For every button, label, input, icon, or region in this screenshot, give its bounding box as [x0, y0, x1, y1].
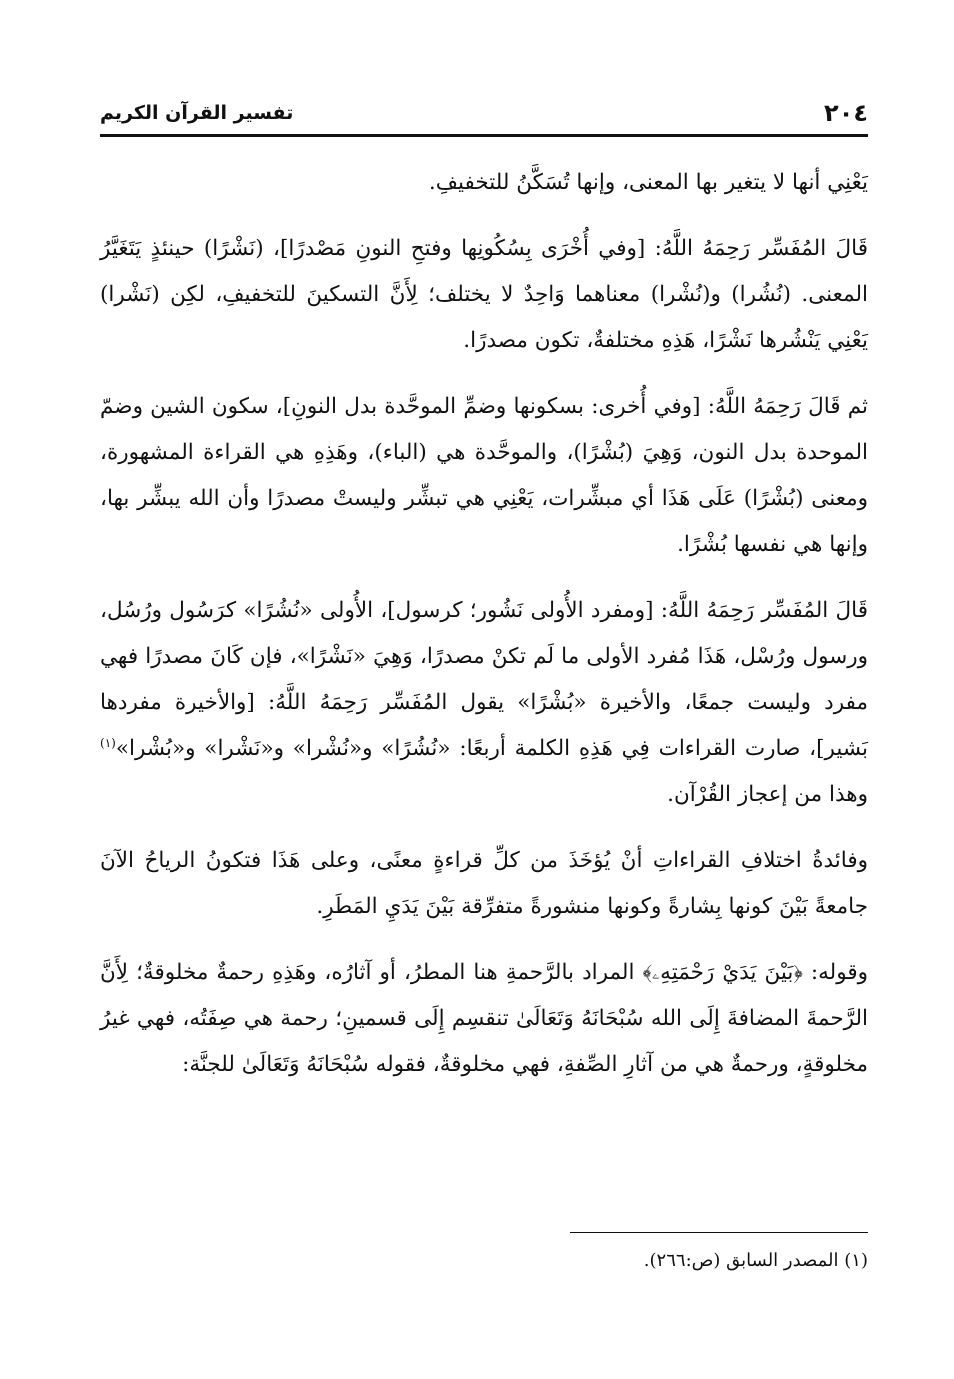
paragraph-6: وقوله: ﴿بَيْنَ يَدَيْ رَحْمَتِهِۦ﴾ المراد بالرَّحمةِ هنا المطرُ، أو آثارُه، وهَذِهِ رحمةٌ مخلوقةٌ؛ لِأَنَّ الرَّحمةَ المضافةَ إِلَى الله سُبْحَانَهُ وَتَعَالَىٰ تنقسِم إِلَى قسمينِ؛ رحمة هي صِفَتُه، فهي غيرُ مخلوقةٍ، ورحمةٌ هي من آثارِ الصِّفةِ، فهي مخلوقةٌ، فقوله سُبْحَانَهُ وَتَعَالَىٰ للجنَّة: [100, 960, 868, 1077]
page-header [100, 98, 868, 134]
footnote-reference[interactable]: (١) [100, 735, 116, 750]
paragraph-3: ثم قَالَ رَحِمَهُ اللَّهُ: [وفي أُخرى: بسكونها وضمِّ الموحَّدة بدل النونِ]، سكون الشين وضمّ الموحدة بدل النون، وَهِيَ (بُشْرًا)، والموحَّدة هي (الباء)، وهَذِهِ هي القراءة المشهورة، ومعنى (بُشْرًا) عَلَى هَذَا أي مبشِّرات، يَعْنِي هي تبشِّر وليستْ مصدرًا وأن الله يبشِّر بها، وإنها هي نفسها بُشْرًا. [100, 394, 868, 557]
page-number: ٢٠٤ [824, 99, 868, 127]
footnote-divider [570, 1232, 868, 1233]
paragraph-1: يَعْنِي أنها لا يتغير بها المعنى، وإنها تُسَكَّنُ للتخفيفِ. [428, 170, 868, 195]
paragraph-4 [100, 588, 868, 818]
footnote: (١) المصدر السابق (ص:٢٦٦). [643, 1250, 868, 1271]
page-body [100, 160, 868, 1108]
paragraph-2: قَالَ المُفَسِّر رَحِمَهُ اللَّهُ: [وفي أُخْرَى بِسُكُونِها وفتحِ النونِ مَصْدرًا]، (نَشْرًا) حينئذٍ يَتَغَيَّرُ المعنى. (نُشُرا) و(نُشْرا) معناهما وَاحِدٌ لا يختلف؛ لِأَنَّ التسكينَ للتخفيفِ، لكِن (نَشْرا) يَعْنِي يَنْشُرها نَشْرًا، هَذِهِ مختلفةٌ، تكون مصدرًا. [100, 236, 868, 353]
book-title: تفسير القرآن الكريم [100, 102, 294, 124]
paragraph-4-text: قَالَ المُفَسِّر رَحِمَهُ اللَّهُ: [ومفرد الأُولى نَشُور؛ كرسول]، الأُولى «نُشُرًا» كرَسُول ورُسُل، ورسول ورُسْل، هَذَا مُفرد الأولى ما لَم تكنْ مصدرًا، وَهِيَ «نَشْرًا»، فإن كَانَ مصدرًا فهي مفرد وليست جمعًا، والأخيرة «بُشْرًا» يقول المُفَسِّر رَحِمَهُ اللَّهُ: [والأخيرة مفردها بَشير]، صارت القراءات فِي هَذِهِ الكلمة أربعًا: «نُشُرًا» و«نُشْرا» و«نَشْرا» و«بُشْرا» [100, 598, 868, 761]
header-divider [100, 134, 868, 137]
paragraph-4-tail: وهذا من إعجاز القُرْآن. [667, 782, 868, 807]
paragraph-5: وفائدةُ اختلافِ القراءاتِ أنْ يُؤخَذَ من كلِّ قراءةٍ معنًى، وعلى هَذَا فتكونُ الرياحُ الآنَ جامعةً بَيْنَ كونها بِشارةً وكونها منشورةً متفرِّقة بَيْنَ يَدَيِ المَطَرِ. [100, 848, 868, 919]
